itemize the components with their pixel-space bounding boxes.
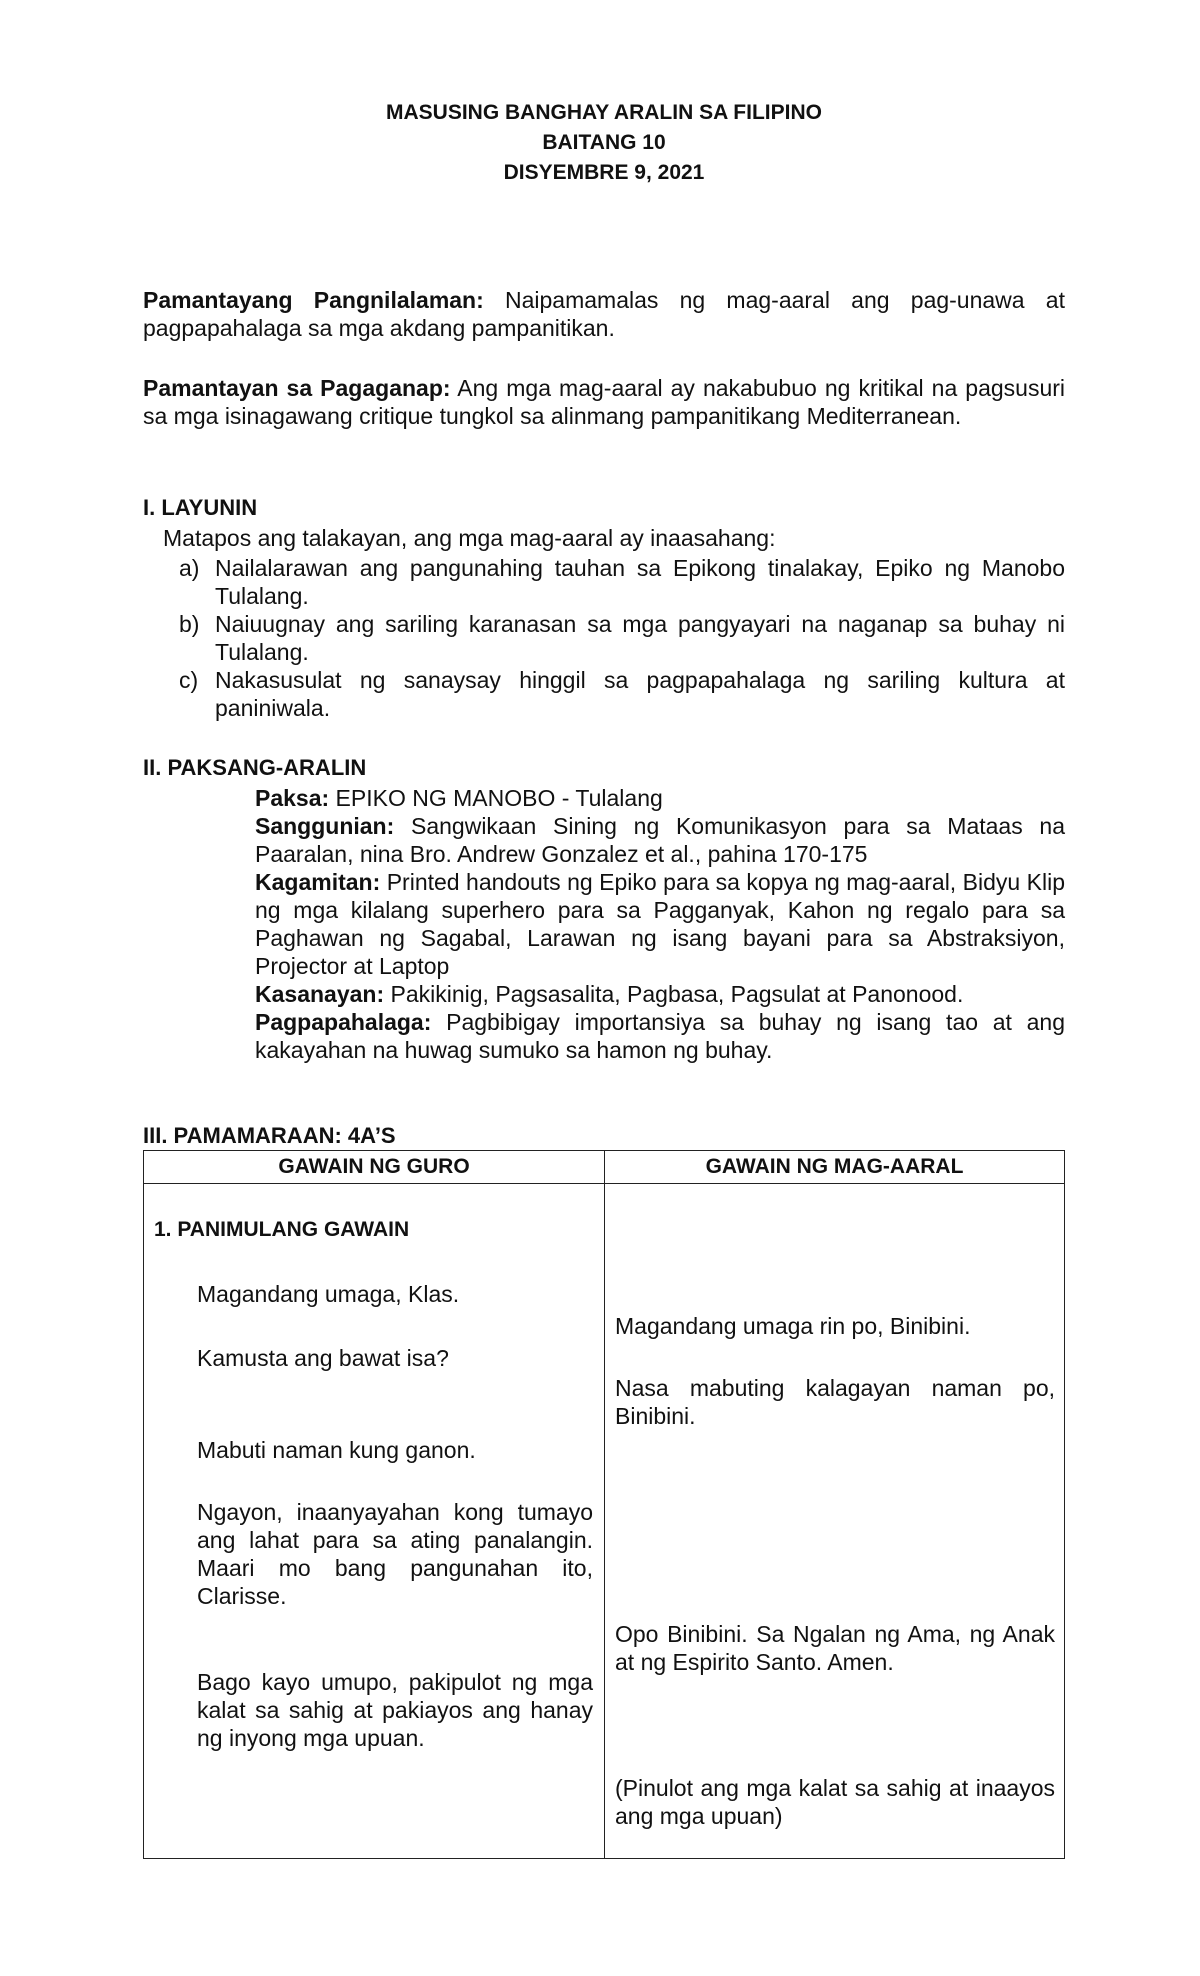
student-line: Magandang umaga rin po, Binibini. [615, 1313, 971, 1339]
content-standard [143, 286, 1065, 342]
activities-table [143, 1150, 1065, 1859]
kagamitan-value: Printed handouts ng Epiko para sa kopya ng mag-aaral, Bidyu Klip ng mga kilalang superhero para sa Pagganyak, Kahon ng regalo para sa Paghawan ng Sagabal, Larawan ng isang bayani para sa Abstraksiyon, Projector at Laptop [255, 869, 1065, 979]
objective-item [179, 666, 1065, 722]
content-standard-text: Naipamamalas ng mag-aaral ang pag-unawa at pagpapahalaga sa mga akdang pampanitikan. [143, 287, 1065, 341]
pagpapahalaga-value: Pagbibigay importansiya sa buhay ng isang tao at ang kakayahan na huwag sumuko sa hamon ng buhay. [255, 1009, 1065, 1063]
doc-grade: BAITANG 10 [542, 131, 666, 154]
paksang-aralin-heading: II. PAKSANG-ARALIN [143, 755, 367, 780]
teacher-column-header: GAWAIN NG GURO [144, 1151, 605, 1184]
objective-marker: c) [179, 667, 199, 693]
paksa-value: EPIKO NG MANOBO - Tulalang [329, 785, 663, 811]
teacher-line: Bago kayo umupo, pakipulot ng mga kalat sa sahig at pakiayos ang hanay ng inyong mga upuan. [197, 1669, 593, 1751]
paksa-row [255, 784, 1065, 812]
objective-text: Naiuugnay ang sariling karanasan sa mga pangyayari na naganap sa buhay ni Tulalang. [215, 611, 1065, 665]
performance-standard [143, 374, 1065, 430]
objective-item [179, 554, 1065, 610]
content-standard-label: Pamantayang Pangnilalaman: [143, 287, 484, 313]
pagpapahalaga-row [255, 1008, 1065, 1064]
teacher-line: Kamusta ang bawat isa? [197, 1345, 449, 1371]
performance-standard-label: Pamantayan sa Pagaganap: [143, 375, 451, 401]
objective-text: Nakasusulat ng sanaysay hinggil sa pagpapahalaga ng sariling kultura at paniniwala. [215, 667, 1065, 721]
kasanayan-label: Kasanayan: [255, 981, 385, 1007]
section-title: 1. PANIMULANG GAWAIN [154, 1218, 410, 1241]
student-cell [605, 1184, 1065, 1859]
sanggunian-row [255, 812, 1065, 868]
layunin-intro: Matapos ang talakayan, ang mga mag-aaral ay inaasahang: [163, 525, 776, 551]
performance-standard-text: Ang mga mag-aaral ay nakabubuo ng kritikal na pagsusuri sa mga isinagawang critique tungkol sa alinmang pampanitikang Mediterranean. [143, 375, 1066, 429]
sanggunian-value: Sangwikaan Sining ng Komunikasyon para sa Mataas na Paaralan, nina Bro. Andrew Gonzalez et al., pahina 170-175 [255, 813, 1065, 867]
pamamaraan-heading: III. PAMAMARAAN: 4A’S [143, 1123, 396, 1148]
doc-title: MASUSING BANGHAY ARALIN SA FILIPINO [386, 101, 822, 124]
objective-marker: b) [179, 611, 200, 637]
pagpapahalaga-label: Pagpapahalaga: [255, 1009, 432, 1035]
teacher-line: Ngayon, inaanyayahan kong tumayo ang lahat para sa ating panalangin. Maari mo bang pangunahan ito, Clarisse. [197, 1499, 593, 1609]
kagamitan-row [255, 868, 1065, 980]
student-line: (Pinulot ang mga kalat sa sahig at inaayos ang mga upuan) [615, 1775, 1055, 1829]
kasanayan-value: Pakikinig, Pagsasalita, Pagbasa, Pagsulat at Panonood. [384, 981, 964, 1007]
sanggunian-label: Sanggunian: [255, 813, 395, 839]
student-line: Opo Binibini. Sa Ngalan ng Ama, ng Anak at ng Espirito Santo. Amen. [615, 1621, 1055, 1675]
layunin-heading: I. LAYUNIN [143, 495, 258, 520]
doc-date: DISYEMBRE 9, 2021 [503, 161, 705, 184]
teacher-cell [144, 1184, 605, 1859]
objective-marker: a) [179, 555, 200, 581]
student-line: Nasa mabuting kalagayan naman po, Binibini. [615, 1375, 1055, 1429]
kagamitan-label: Kagamitan: [255, 869, 381, 895]
kasanayan-row [255, 980, 1065, 1008]
objective-item [179, 610, 1065, 666]
student-column-header: GAWAIN NG MAG-AARAL [605, 1151, 1065, 1184]
paksa-label: Paksa: [255, 785, 330, 811]
teacher-line: Magandang umaga, Klas. [197, 1281, 460, 1307]
objective-text: Nailalarawan ang pangunahing tauhan sa Epikong tinalakay, Epiko ng Manobo Tulalang. [215, 555, 1065, 609]
teacher-line: Mabuti naman kung ganon. [197, 1437, 476, 1463]
